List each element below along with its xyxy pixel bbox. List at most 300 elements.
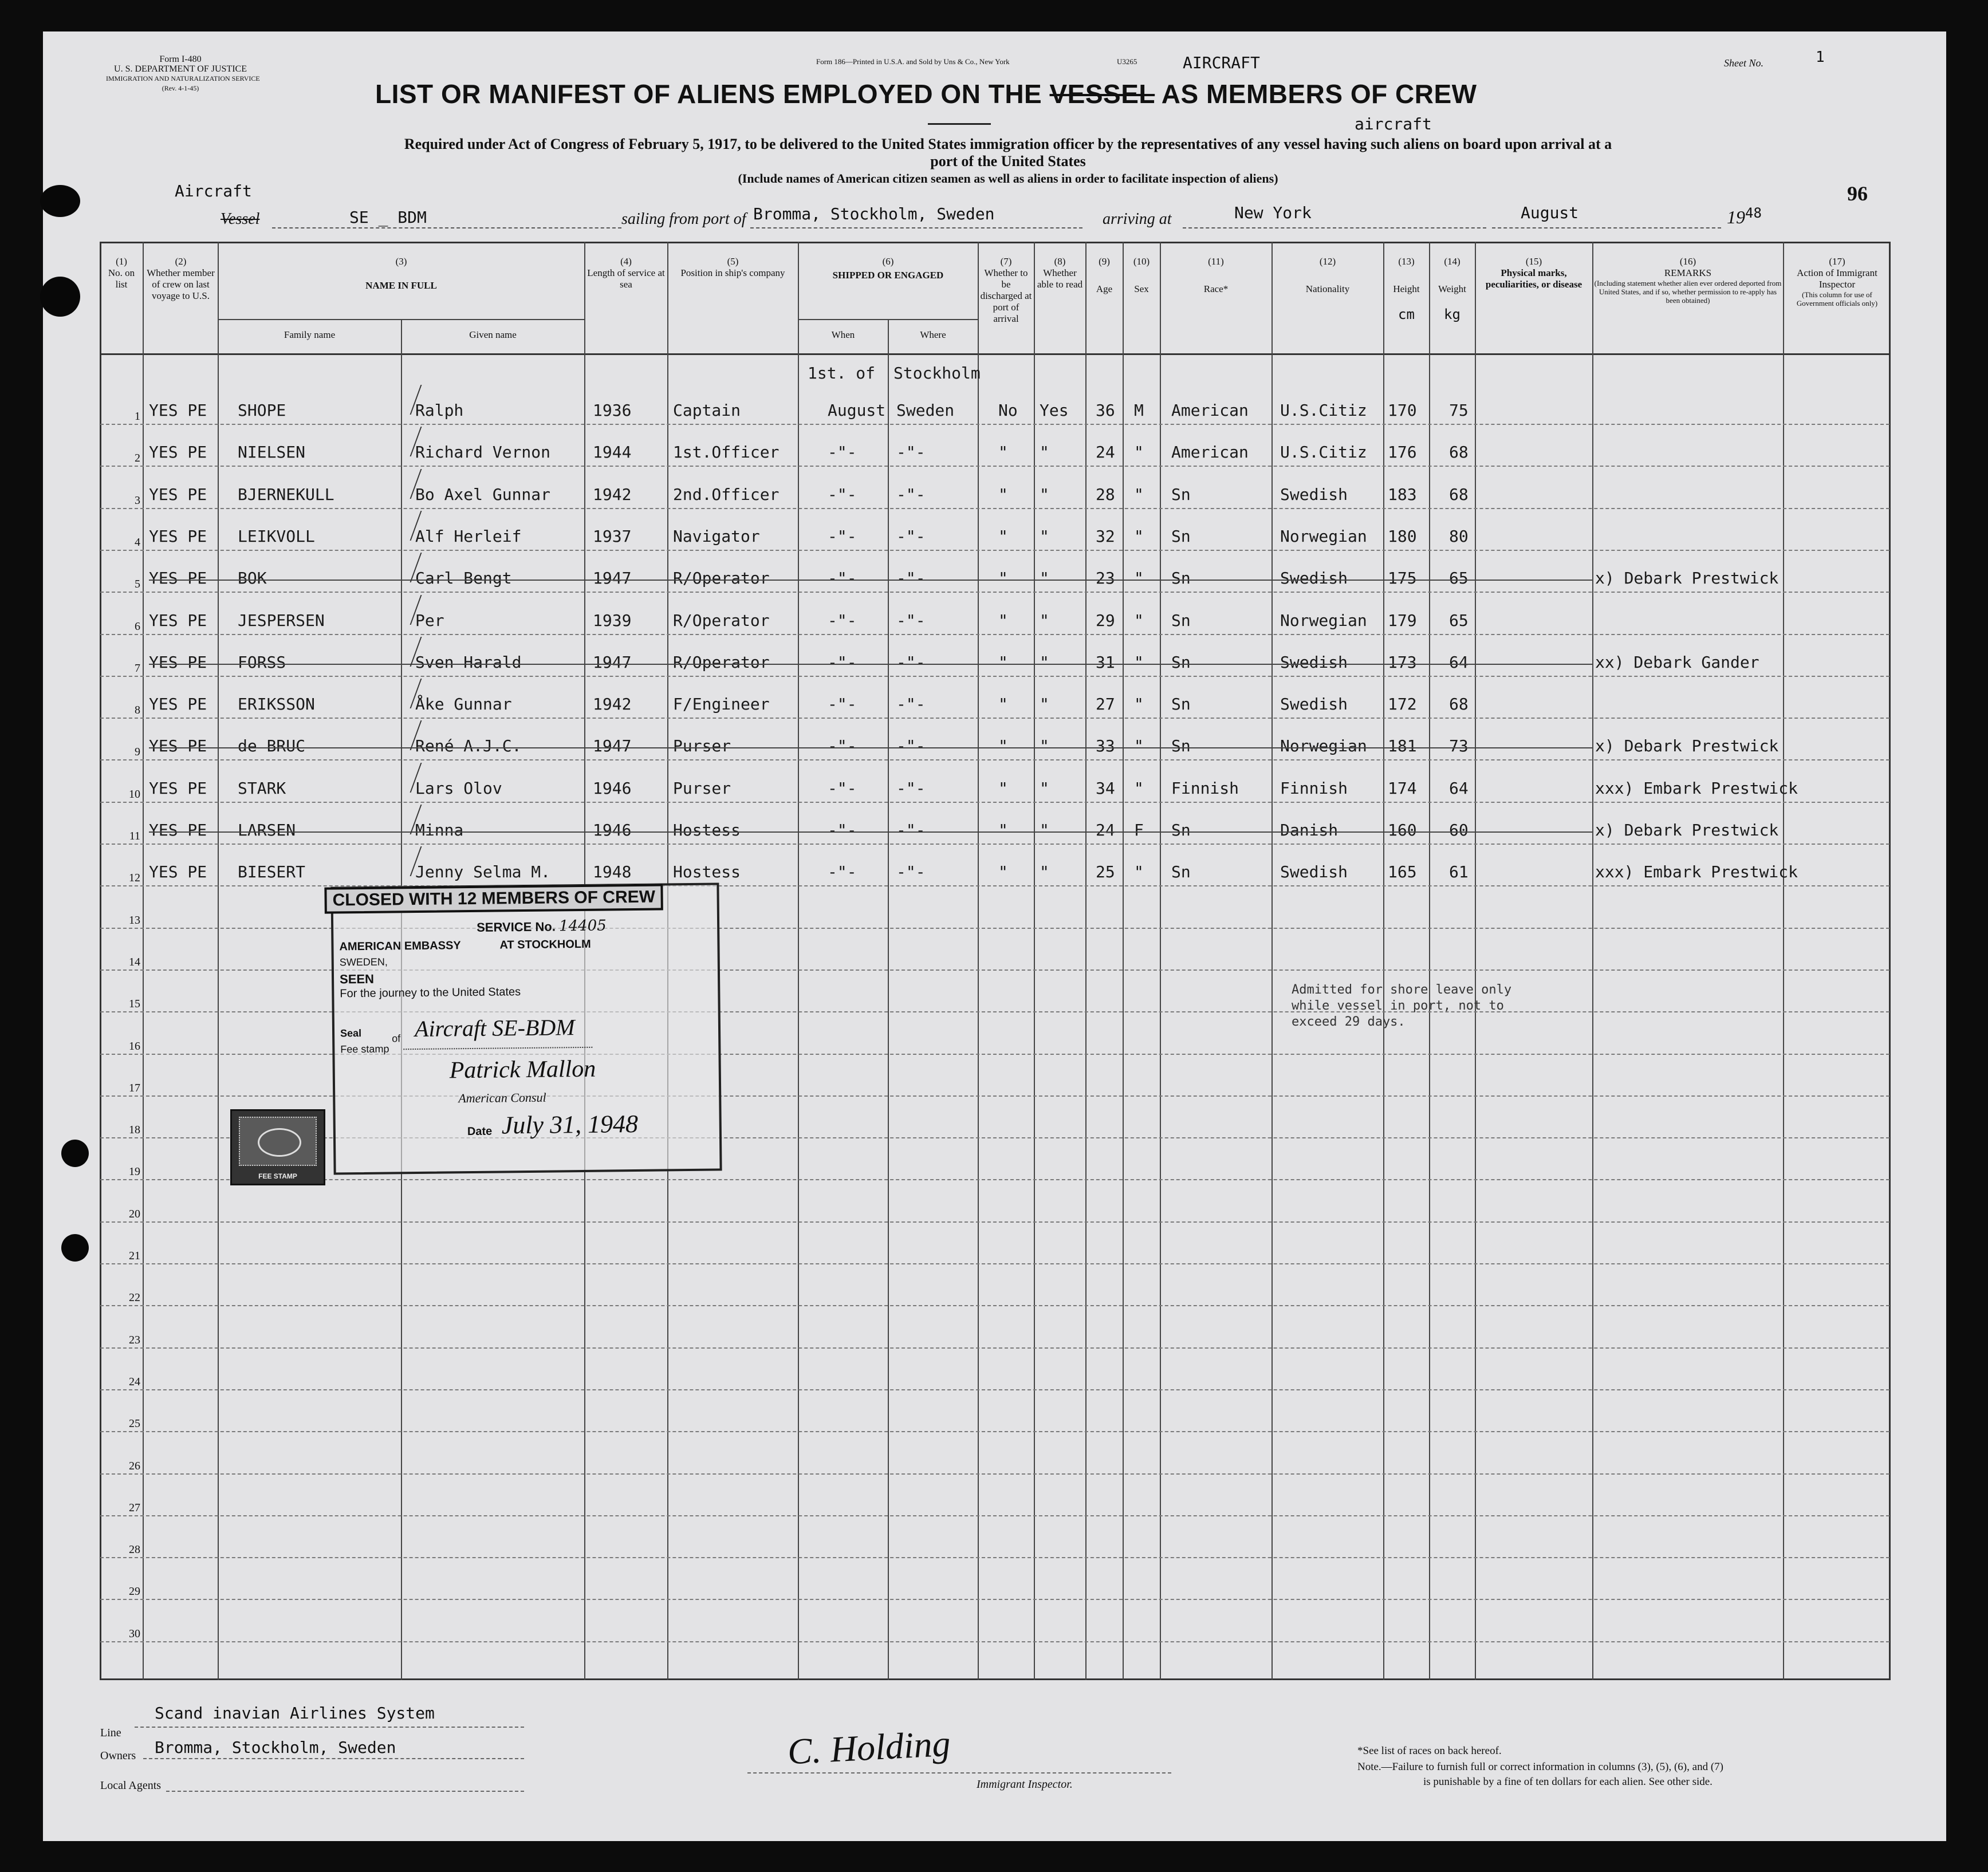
cell-when: -"-: [828, 821, 857, 840]
title-struck-vessel: VESSEL: [1049, 79, 1155, 109]
cell-position: 1st.Officer: [673, 443, 780, 462]
year-suffix: 48: [1745, 205, 1762, 221]
cell-sex: ": [1134, 443, 1144, 462]
cell-given: Richard Vernon: [415, 443, 551, 462]
cell-member: YES PE: [149, 821, 207, 840]
cell-when: -"-: [828, 653, 857, 672]
col-4-header: (4) Length of service at sea: [587, 256, 665, 290]
vessel-rule: [272, 227, 621, 228]
column-divider: [1085, 242, 1086, 1680]
cell-read: ": [1040, 485, 1049, 504]
row-number: 20: [129, 1208, 140, 1220]
row-number: 22: [129, 1291, 140, 1304]
of-label: of: [392, 1032, 401, 1045]
cell-given: René A.J.C.: [415, 736, 522, 755]
cell-where: -"-: [896, 527, 926, 546]
row-number: 18: [129, 1124, 140, 1136]
cell-height: 170: [1388, 401, 1417, 420]
year-prefix: 19: [1727, 207, 1745, 227]
cell-read: ": [1040, 443, 1049, 462]
col-1-header: (1) No. on list: [108, 256, 135, 290]
cell-member: YES PE: [149, 569, 207, 588]
cell-discharged: ": [998, 569, 1008, 588]
page-mark: 96: [1847, 182, 1868, 205]
row-rule: [100, 1515, 1889, 1516]
arriving-rule: [1183, 227, 1486, 228]
given-name-header: Given name: [469, 329, 517, 340]
cell-race: Sn: [1171, 736, 1191, 755]
cell-when: -"-: [828, 736, 857, 755]
cell-when: -"-: [828, 862, 857, 881]
cell-discharged: No: [998, 401, 1018, 420]
cell-age: 28: [1096, 485, 1115, 504]
journey-text: For the journey to the United States: [340, 986, 521, 1000]
cell-read: ": [1040, 569, 1049, 588]
column-divider: [1271, 242, 1273, 1680]
cell-when: -"-: [828, 569, 857, 588]
cell-position: F/Engineer: [673, 695, 770, 714]
cell-age: 27: [1096, 695, 1115, 714]
title-underline: [928, 123, 991, 125]
cell-where: -"-: [896, 653, 926, 672]
page-title: [375, 78, 1477, 109]
cell-member: YES PE: [149, 401, 207, 420]
subtitle: [140, 136, 1876, 187]
cell-service: 1939: [593, 611, 632, 630]
cell-where: -"-: [896, 695, 926, 714]
cell-nationality: Norwegian: [1280, 611, 1367, 630]
cell-position: 2nd.Officer: [673, 485, 780, 504]
row-rule: [100, 802, 1889, 803]
column-divider: [1475, 242, 1476, 1680]
cell-given: Carl Bengt: [415, 569, 512, 588]
row-rule: [100, 1179, 1889, 1180]
cell-when: -"-: [828, 485, 857, 504]
row-rule: [100, 592, 1889, 593]
cell-weight: 65: [1449, 611, 1469, 630]
col-15-header: (15) Physical marks, peculiarities, or disease: [1485, 256, 1582, 290]
agents-rule: [166, 1791, 524, 1792]
cell-member: YES PE: [149, 736, 207, 755]
cell-race: American: [1171, 401, 1249, 420]
row-number: 5: [135, 578, 140, 590]
cell-read: ": [1040, 779, 1049, 798]
col-3-header: (3) NAME IN FULL: [365, 256, 437, 291]
subtitle-line2: port of the United States: [930, 153, 1086, 170]
embassy-country: SWEDEN,: [339, 956, 388, 968]
row-rule: [100, 424, 1889, 425]
cell-height: 165: [1388, 862, 1417, 881]
sheet-number: 1: [1816, 49, 1825, 66]
seal-label: Seal: [340, 1027, 362, 1039]
cell-race: Sn: [1171, 862, 1191, 881]
cell-race: Sn: [1171, 611, 1191, 630]
row-rule: [100, 508, 1889, 509]
row-number: 30: [129, 1627, 140, 1640]
cell-position: Captain: [673, 401, 741, 420]
row-rule: [100, 1221, 1889, 1223]
column-divider: [218, 242, 219, 1680]
cell-where: -"-: [896, 862, 926, 881]
note-line-2: is punishable by a fine of ten dollars for each alien. See other side.: [1423, 1776, 1713, 1788]
cell-given: Åke Gunnar: [415, 695, 512, 714]
cell-weight: 64: [1449, 779, 1469, 798]
row-rule: [100, 1305, 1889, 1306]
row-number: 16: [129, 1040, 140, 1053]
row-number: 12: [129, 872, 140, 884]
note-line-1: Note.—Failure to furnish full or correct information in columns (3), (5), (6), and (7): [1357, 1761, 1723, 1773]
cell-service: 1942: [593, 695, 632, 714]
cell-sex: ": [1134, 611, 1144, 630]
row-rule: [100, 1473, 1889, 1475]
cell-nationality: Swedish: [1280, 695, 1348, 714]
seen-label: SEEN: [339, 971, 375, 987]
cell-remarks: xxx) Embark Prestwick: [1595, 779, 1798, 798]
cell-given: Ralph: [415, 401, 464, 420]
column-divider: [798, 242, 799, 1680]
cell-read: ": [1040, 736, 1049, 755]
arriving-label: arriving at: [1103, 210, 1172, 228]
form-number: Form I-480: [159, 54, 202, 64]
cell-race: Sn: [1171, 485, 1191, 504]
column-divider: [1783, 242, 1784, 1680]
sailing-from: Bromma, Stockholm, Sweden: [753, 204, 995, 223]
cell-weight: 64: [1449, 653, 1469, 672]
row-rule: [100, 1431, 1889, 1432]
cell-height: 176: [1388, 443, 1417, 462]
cell-race: American: [1171, 443, 1249, 462]
cell-sex: ": [1134, 695, 1144, 714]
row-rule: [100, 1599, 1889, 1600]
cell-when: -"-: [828, 779, 857, 798]
cell-discharged: ": [998, 736, 1008, 755]
row-rule: [100, 718, 1889, 719]
cell-age: 24: [1096, 821, 1115, 840]
cell-when: -"-: [828, 611, 857, 630]
cell-position: Purser: [673, 736, 731, 755]
cell-read: ": [1040, 695, 1049, 714]
cell-family: LARSEN: [238, 821, 296, 840]
printer-note: Form 186—Printed in U.S.A. and Sold by Uns & Co., New York: [816, 57, 1010, 66]
cell-family: BOK: [238, 569, 267, 588]
cell-member: YES PE: [149, 527, 207, 546]
cell-race: Sn: [1171, 821, 1191, 840]
cell-given: Alf Herleif: [415, 527, 522, 546]
cell-race: Sn: [1171, 527, 1191, 546]
row-rule: [100, 634, 1889, 635]
row-number: 11: [129, 830, 140, 842]
form-info: [106, 54, 260, 93]
row-number: 25: [129, 1417, 140, 1430]
sailing-label: sailing from port of: [621, 210, 746, 228]
cell-family: FORSS: [238, 653, 286, 672]
cell-where: -"-: [896, 485, 926, 504]
col-11-header: (11) Race*: [1203, 256, 1229, 294]
subtitle-line1: Required under Act of Congress of February 5, 1917, to be delivered to the United States immigration officer by the representatives of any vessel having such aliens on board upon arrival at a: [404, 136, 1612, 152]
row-number: 9: [135, 746, 140, 758]
inspector-rule: [747, 1772, 1171, 1774]
cell-read: ": [1040, 821, 1049, 840]
cell-position: Hostess: [673, 862, 741, 881]
column-divider: [143, 242, 144, 1680]
shipped-when-prefix: 1st. of: [808, 364, 876, 383]
cell-discharged: ": [998, 821, 1008, 840]
cell-member: YES PE: [149, 485, 207, 504]
column-divider: [888, 319, 889, 1680]
cell-height: 173: [1388, 653, 1417, 672]
cell-member: YES PE: [149, 443, 207, 462]
row-rule: [100, 676, 1889, 677]
closed-stamp: CLOSED WITH 12 MEMBERS OF CREW: [324, 884, 663, 913]
cell-age: 29: [1096, 611, 1115, 630]
of-rule: [403, 1047, 592, 1050]
cell-race: Sn: [1171, 653, 1191, 672]
inspector-label: Immigrant Inspector.: [977, 1778, 1073, 1791]
col-2-header: (2) Whether member of crew on last voyage to U.S.: [147, 256, 215, 301]
punch-hole: [61, 1140, 89, 1167]
cell-discharged: ": [998, 527, 1008, 546]
cell-discharged: ": [998, 485, 1008, 504]
cell-weight: 61: [1449, 862, 1469, 881]
row-number: 6: [135, 620, 140, 633]
consul-signature: Patrick Mallon: [449, 1055, 596, 1084]
title-part1: LIST OR MANIFEST OF ALIENS EMPLOYED ON THE: [375, 79, 1042, 109]
strike-through-line: [149, 831, 1592, 833]
fee-stamp: [230, 1109, 325, 1185]
printer-code: U3265: [1117, 57, 1137, 66]
cell-weight: 68: [1449, 443, 1469, 462]
row-number: 24: [129, 1376, 140, 1388]
arriving-at: New York: [1234, 203, 1312, 222]
cell-remarks: x) Debark Prestwick: [1595, 821, 1779, 840]
cell-weight: 80: [1449, 527, 1469, 546]
cell-member: YES PE: [149, 695, 207, 714]
cell-discharged: ": [998, 443, 1008, 462]
col-10-header: (10) Sex: [1133, 256, 1150, 294]
row-rule: [100, 1263, 1889, 1264]
cell-weight: 68: [1449, 695, 1469, 714]
cell-age: 36: [1096, 401, 1115, 420]
name-subheader-rule: [218, 319, 584, 320]
row-rule: [100, 1641, 1889, 1642]
row-rule: [100, 844, 1889, 845]
when-header: When: [831, 329, 855, 340]
cell-discharged: ": [998, 779, 1008, 798]
line-rule: [135, 1727, 524, 1728]
cell-sex: F: [1134, 821, 1144, 840]
row-number: 7: [135, 662, 140, 675]
embassy-city: AT STOCKHOLM: [499, 937, 591, 952]
col-17-header: (17) Action of Immigrant Inspector (This column for use of Government officials only): [1796, 256, 1878, 308]
cell-sex: ": [1134, 569, 1144, 588]
title-part2: AS MEMBERS OF CREW: [1161, 79, 1477, 109]
typed-aircraft-subtitle: aircraft: [1355, 115, 1432, 133]
row-rule: [100, 1347, 1889, 1349]
service: IMMIGRATION AND NATURALIZATION SERVICE: [106, 74, 260, 82]
cell-given: Per: [415, 611, 444, 630]
embassy-stamp: [330, 882, 722, 1175]
cell-age: 31: [1096, 653, 1115, 672]
owners-rule: [143, 1758, 524, 1759]
cell-service: 1948: [593, 862, 632, 881]
punch-hole: [40, 277, 80, 317]
fee-stamp-label: Fee stamp: [340, 1043, 389, 1055]
cell-nationality: Swedish: [1280, 862, 1348, 881]
cell-when: -"-: [828, 695, 857, 714]
cell-age: 34: [1096, 779, 1115, 798]
cell-weight: 68: [1449, 485, 1469, 504]
sailing-rule: [750, 227, 1082, 228]
col-14-header: (14) Weight kg: [1438, 256, 1466, 322]
cell-nationality: Swedish: [1280, 485, 1348, 504]
strike-through-line: [149, 664, 1592, 665]
strike-through-line: [149, 580, 1592, 581]
col-12-header: (12) Nationality: [1305, 256, 1350, 294]
line-label: Line: [100, 1727, 121, 1739]
service-number-label: SERVICE No. 14405: [477, 917, 607, 935]
cell-age: 23: [1096, 569, 1115, 588]
cell-family: STARK: [238, 779, 286, 798]
month-rule: [1492, 227, 1721, 228]
cell-family: ERIKSSON: [238, 695, 315, 714]
races-note: *See list of races on back hereof.: [1357, 1745, 1502, 1757]
cell-family: de BRUC: [238, 736, 306, 755]
cell-nationality: Norwegian: [1280, 736, 1367, 755]
vessel-name: SE _ BDM: [349, 208, 427, 227]
shipped-subheader-rule: [798, 319, 978, 320]
cell-remarks: xx) Debark Gander: [1595, 653, 1759, 672]
cell-nationality: Swedish: [1280, 653, 1348, 672]
cell-family: BJERNEKULL: [238, 485, 334, 504]
cell-nationality: Danish: [1280, 821, 1339, 840]
where-header: Where: [920, 329, 946, 340]
cell-read: ": [1040, 611, 1049, 630]
cell-where: -"-: [896, 611, 926, 630]
cell-when: -"-: [828, 527, 857, 546]
shipped-where-prefix: Stockholm: [893, 364, 981, 383]
row-number: 17: [129, 1082, 140, 1094]
cell-position: Navigator: [673, 527, 760, 546]
cell-race: Finnish: [1171, 779, 1239, 798]
cell-nationality: Finnish: [1280, 779, 1348, 798]
cell-family: NIELSEN: [238, 443, 306, 462]
cell-sex: ": [1134, 485, 1144, 504]
cell-sex: M: [1134, 401, 1144, 420]
cell-age: 25: [1096, 862, 1115, 881]
row-number: 19: [129, 1165, 140, 1178]
cell-given: Lars Olov: [415, 779, 502, 798]
col-9-header: (9) Age: [1096, 256, 1113, 294]
cell-family: BIESERT: [238, 862, 306, 881]
cell-service: 1946: [593, 779, 632, 798]
cell-height: 172: [1388, 695, 1417, 714]
cell-service: 1942: [593, 485, 632, 504]
cell-height: 179: [1388, 611, 1417, 630]
col-16-header: (16) REMARKS (Including statement whether alien ever ordered deported from United States, and if so, whether permission to re-apply has been obtained): [1594, 256, 1782, 305]
cell-where: Sweden: [896, 401, 955, 420]
cell-position: Purser: [673, 779, 731, 798]
cell-weight: 65: [1449, 569, 1469, 588]
column-divider: [1429, 242, 1430, 1680]
revision: (Rev. 4-1-45): [162, 84, 199, 92]
row-number: 4: [135, 536, 140, 549]
header-bottom-rule: [100, 353, 1891, 355]
cell-position: Hostess: [673, 821, 741, 840]
cell-service: 1936: [593, 401, 632, 420]
row-number: 10: [129, 788, 140, 801]
cell-height: 181: [1388, 736, 1417, 755]
cell-member: YES PE: [149, 653, 207, 672]
owners-value: Bromma, Stockholm, Sweden: [155, 1738, 396, 1757]
col-13-header: (13) Height cm: [1393, 256, 1420, 322]
cell-read: ": [1040, 653, 1049, 672]
cell-sex: ": [1134, 653, 1144, 672]
cell-family: JESPERSEN: [238, 611, 325, 630]
cell-age: 24: [1096, 443, 1115, 462]
cell-weight: 60: [1449, 821, 1469, 840]
strike-through-line: [149, 747, 1592, 748]
cell-race: Sn: [1171, 569, 1191, 588]
cell-weight: 73: [1449, 736, 1469, 755]
owners-label: Owners: [100, 1749, 136, 1762]
cell-height: 174: [1388, 779, 1417, 798]
typed-aircraft-title: AIRCRAFT: [1183, 53, 1260, 72]
row-number: 29: [129, 1585, 140, 1598]
cell-service: 1944: [593, 443, 632, 462]
cell-sex: ": [1134, 527, 1144, 546]
cell-member: YES PE: [149, 862, 207, 881]
row-number: 13: [129, 914, 140, 927]
cell-discharged: ": [998, 862, 1008, 881]
year: [1727, 207, 1762, 228]
cell-age: 32: [1096, 527, 1115, 546]
cell-service: 1947: [593, 653, 632, 672]
cell-race: Sn: [1171, 695, 1191, 714]
typed-aircraft-label: Aircraft: [175, 182, 252, 200]
cell-where: -"-: [896, 569, 926, 588]
row-number: 21: [129, 1250, 140, 1262]
cell-read: Yes: [1040, 401, 1069, 420]
line-value: Scand inavian Airlines System: [155, 1704, 435, 1723]
cell-service: 1947: [593, 736, 632, 755]
sheet-label: Sheet No.: [1724, 57, 1763, 69]
cell-service: 1947: [593, 569, 632, 588]
col-5-header: (5) Position in ship's company: [680, 256, 785, 278]
row-number: 3: [135, 494, 140, 507]
embassy-name: AMERICAN EMBASSY: [339, 939, 461, 953]
cell-where: -"-: [896, 821, 926, 840]
of-value: Aircraft SE-BDM: [414, 1014, 575, 1042]
punch-hole: [61, 1234, 89, 1262]
column-divider: [1123, 242, 1124, 1680]
cell-position: R/Operator: [673, 653, 770, 672]
cell-nationality: U.S.Citiz: [1280, 401, 1367, 420]
cell-when: August: [828, 401, 886, 420]
cell-height: 160: [1388, 821, 1417, 840]
date-label: Date: [467, 1125, 493, 1138]
cell-service: 1946: [593, 821, 632, 840]
cell-age: 33: [1096, 736, 1115, 755]
cell-nationality: Swedish: [1280, 569, 1348, 588]
cell-discharged: ": [998, 653, 1008, 672]
row-rule: [100, 1389, 1889, 1390]
vessel-label: Vessel: [221, 210, 260, 228]
consul-title: American Consul: [458, 1090, 546, 1106]
cell-given: Bo Axel Gunnar: [415, 485, 551, 504]
row-number: 28: [129, 1543, 140, 1556]
cell-read: ": [1040, 862, 1049, 881]
cell-given: Jenny Selma M.: [415, 862, 551, 881]
